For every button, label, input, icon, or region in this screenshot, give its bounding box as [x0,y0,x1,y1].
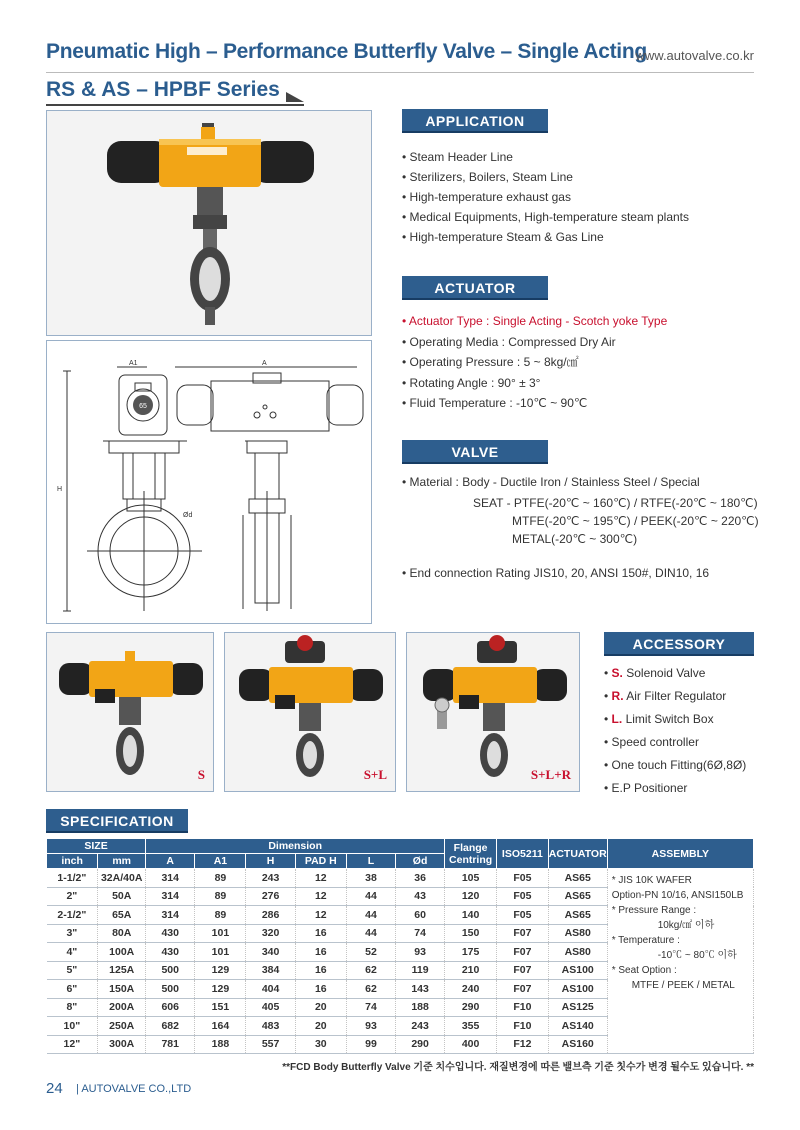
list-item: • Sterilizers, Boilers, Steam Line [402,167,689,187]
table-row: 3" 80A 430 101 320 16 44 74 150 F07 AS80 [47,924,754,943]
dimension-drawing [47,341,372,624]
header-a1: A1 [195,854,246,869]
valve-material: • Material : Body - Ductile Iron / Stainless Steel / Special [402,475,700,489]
table-footnote: **FCD Body Butterfly Valve 기준 치수입니다. 재질변경에 따른 밸브측 기준 칫수가 변경 될수도 있습니다. ** [282,1062,754,1073]
table-row: 6" 150A 500 129 404 16 62 143 240 F07 AS100 [47,980,754,999]
list-item: • Rotating Angle : 90° ± 3° [402,373,667,394]
table-row: 2" 50A 314 89 276 12 44 43 120 F05 AS65 [47,887,754,906]
actuator-type: • Actuator Type : Single Acting - Scotch yoke Type [402,311,667,332]
table-row: 8" 200A 606 151 405 20 74 188 290 F10 AS125 [47,998,754,1017]
header-h: H [246,854,295,869]
drawing-dial-value: 65 [139,403,147,410]
list-item: • Steam Header Line [402,147,689,167]
accessory-heading: ACCESSORY [604,632,754,656]
header-divider [46,72,754,73]
header-padh: PAD H [295,854,346,869]
actuator-list [402,311,667,414]
technical-drawing [46,340,372,624]
table-row: 5" 125A 500 129 384 16 62 119 210 F07 AS100 [47,961,754,980]
valve-s-image [47,633,214,792]
photo-label-slr: S+L+R [530,767,571,782]
series-title: RS & AS – HPBF Series [46,78,280,101]
list-item: • Operating Media : Compressed Dry Air [402,332,667,353]
header-dimension: Dimension [146,839,445,854]
application-heading: APPLICATION [402,109,548,133]
photo-label-s: S [197,767,205,782]
table-row: 12" 300A 781 188 557 30 99 290 400 F12 AS160 [47,1035,754,1054]
series-arrow-icon [286,92,304,102]
header-iso: ISO5211 [497,839,549,869]
valve-seat-3: METAL(-20℃ ~ 300℃) [512,532,638,546]
series-underline [46,104,304,106]
list-item: • Fluid Temperature : -10℃ ~ 90℃ [402,393,667,414]
header-a: A [146,854,195,869]
website-url[interactable]: www.autovalve.co.kr [635,48,754,63]
list-item: • Medical Equipments, High-temperature steam plants [402,207,689,227]
photo-label-sl: S+L [363,767,387,782]
valve-actuator-image [47,111,372,336]
table-row: 4" 100A 430 101 340 16 52 93 175 F07 AS80 [47,943,754,962]
photo-slr [406,632,580,792]
drawing-label-h: H [57,486,63,493]
valve-seat-2: MTFE(-20℃ ~ 195℃) / PEEK(-20℃ ~ 220℃) [512,514,759,528]
photo-s [46,632,214,792]
main-product-photo [46,110,372,336]
valve-heading: VALVE [402,440,548,464]
assembly-notes: * JIS 10K WAFER Option-PN 10/16, ANSI150LB * Pressure Range : 10kg/㎠ 이하 * Temperature : -10℃ ~ 80℃ 이하 * Seat Option : MTFE / PEEK / METAL [607,869,753,1054]
drawing-label-a: A [262,360,267,367]
accessory-item: • R. Air Filter Regulator [604,685,746,708]
footer-brand: | AUTOVALVE CO.,LTD [76,1083,192,1095]
table-row: 1-1/2" 32A/40A 314 89 243 12 38 36 105 F05 AS65 * JIS 10K WAFER Option-PN 10/16, ANSI150LB * Pressure Range : 10kg/㎠ 이하 * Temperature : -10℃ ~ 80℃ 이하 * Seat Option : MTFE / PEEK / METAL [47,869,754,888]
table-row: 2-1/2" 65A 314 89 286 12 44 60 140 F05 AS65 [47,906,754,925]
list-item: • High-temperature exhaust gas [402,187,689,207]
accessory-item: • Speed controller [604,731,746,754]
photo-sl [224,632,396,792]
header-assembly: ASSEMBLY [607,839,753,869]
accessory-item: • L. Limit Switch Box [604,708,746,731]
application-list [402,147,689,247]
header-inch: inch [47,854,98,869]
header-mm: mm [98,854,146,869]
accessory-list [604,662,746,800]
valve-seat-1: SEAT - PTFE(-20℃ ~ 160℃) / RTFE(-20℃ ~ 180℃) [473,496,758,510]
accessory-item: • One touch Fitting(6Ø,8Ø) [604,754,746,777]
accessory-item: • E.P Positioner [604,777,746,800]
specification-heading: SPECIFICATION [46,809,188,833]
valve-end-connection: • End connection Rating JIS10, 20, ANSI 150#, DIN10, 16 [402,566,710,580]
header-od: Ød [396,854,445,869]
header-l: L [346,854,395,869]
list-item: • High-temperature Steam & Gas Line [402,227,689,247]
actuator-heading: ACTUATOR [402,276,548,300]
drawing-label-od: Ød [183,512,193,519]
drawing-label-a1: A1 [129,360,138,367]
header-actuator: ACTUATOR [548,839,607,869]
list-item: • Operating Pressure : 5 ~ 8kg/㎠ [402,352,667,373]
page-number: 24 [46,1080,63,1097]
table-row: 10" 250A 682 164 483 20 93 243 355 F10 AS140 [47,1017,754,1036]
header-size: SIZE [47,839,146,854]
page-title: Pneumatic High – Performance Butterfly Valve – Single Acting [46,40,647,63]
accessory-item: • S. Solenoid Valve [604,662,746,685]
specification-table [46,838,754,1054]
header-flange: Flange Centring [445,839,497,869]
